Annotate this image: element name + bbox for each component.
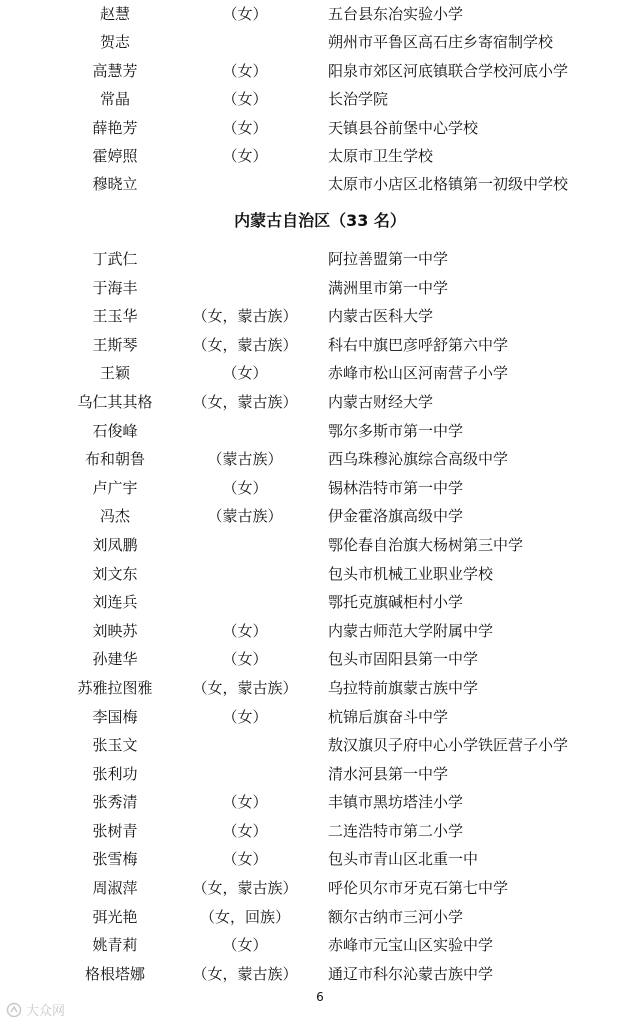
work-unit: 太原市小店区北格镇第一初级中学校 [328, 175, 569, 194]
person-note: （女） [222, 821, 268, 840]
work-unit: 包头市固阳县第一中学 [328, 650, 479, 669]
person-name: 赵慧 [99, 5, 130, 23]
list-item [0, 170, 640, 198]
person-note: （女，蒙古族） [192, 879, 298, 898]
work-unit: 赤峰市元宝山区实验中学 [328, 936, 494, 955]
work-unit: 杭锦后旗奋斗中学 [328, 707, 449, 726]
list-item [0, 359, 640, 388]
person-note: （女） [222, 850, 268, 869]
person-note: （女） [222, 118, 268, 137]
work-unit: 太原市卫生学校 [328, 146, 434, 165]
person-note: （女，蒙古族） [192, 307, 298, 326]
list-item [0, 788, 640, 817]
person-note: （女） [222, 61, 268, 80]
person-note: （女，蒙古族） [192, 335, 298, 354]
work-unit: 乌拉特前旗蒙古族中学 [328, 678, 479, 697]
list-item [0, 674, 640, 703]
person-name: 卢广宇 [92, 478, 138, 497]
person-name: 贺志 [99, 33, 130, 52]
person-note: （女，蒙古族） [192, 678, 298, 697]
list-item [0, 931, 640, 960]
page-number: 6 [316, 990, 324, 1004]
work-unit: 鄂托克旗碱柜村小学 [328, 593, 464, 612]
list-item [0, 474, 640, 503]
person-name: 于海丰 [92, 278, 138, 297]
person-note: （女） [222, 650, 268, 669]
work-unit: 阿拉善盟第一中学 [328, 250, 449, 268]
person-name: 周淑萍 [92, 879, 138, 898]
person-name: 霍婷照 [92, 146, 138, 165]
person-name: 王玉华 [92, 307, 138, 326]
list-item [0, 760, 640, 789]
list-item [0, 142, 640, 170]
list-item [0, 28, 640, 56]
person-name: 常晶 [99, 90, 130, 109]
work-unit: 鄂伦春自治旗大杨树第三中学 [328, 535, 524, 554]
person-note: （女，蒙古族） [192, 392, 298, 411]
work-unit: 长治学院 [328, 90, 389, 109]
work-unit: 清水河县第一中学 [328, 764, 449, 783]
list-item [0, 588, 640, 617]
list-item [0, 960, 640, 989]
person-name: 格根塔娜 [84, 964, 145, 983]
watermark [6, 1000, 65, 1019]
work-unit: 朔州市平鲁区高石庄乡寄宿制学校 [328, 33, 554, 52]
list-item [0, 703, 640, 732]
person-name: 姚青莉 [92, 936, 138, 955]
list-item [0, 245, 640, 274]
list-item [0, 845, 640, 874]
list-item [0, 645, 640, 674]
entry-list [0, 245, 640, 988]
list-item [0, 817, 640, 846]
person-name: 张树青 [92, 821, 138, 840]
list-item [0, 417, 640, 446]
person-note: （女） [222, 364, 268, 383]
work-unit: 科右中旗巴彦呼舒第六中学 [328, 335, 509, 354]
list-item [0, 502, 640, 531]
person-name: 王颖 [99, 364, 130, 383]
person-name: 刘凤鹏 [92, 535, 138, 554]
person-note: （女） [222, 146, 268, 165]
person-name: 刘映苏 [92, 621, 138, 640]
work-unit: 满洲里市第一中学 [328, 278, 449, 297]
list-item [0, 560, 640, 589]
person-name: 弭光艳 [92, 907, 138, 926]
section-title: 内蒙古自治区（33 名） [234, 211, 406, 230]
person-name: 冯杰 [99, 507, 130, 526]
person-note: （蒙古族） [207, 450, 283, 469]
work-unit: 内蒙古医科大学 [328, 307, 434, 326]
work-unit: 敖汉旗贝子府中心小学铁匠营子小学 [328, 736, 569, 755]
list-item [0, 0, 640, 28]
list-item [0, 903, 640, 932]
person-name: 丁武仁 [92, 250, 138, 268]
person-name: 张利功 [92, 764, 138, 783]
person-name: 苏雅拉图雅 [77, 678, 153, 697]
person-name: 张秀清 [92, 793, 138, 812]
list-item [0, 617, 640, 646]
work-unit: 额尔古纳市三河小学 [328, 907, 464, 926]
person-note: （女） [222, 5, 268, 23]
work-unit: 丰镇市黑坊塔洼小学 [328, 793, 464, 812]
work-unit: 鄂尔多斯市第一中学 [328, 421, 464, 440]
list-item [0, 274, 640, 303]
work-unit: 伊金霍洛旗高级中学 [328, 507, 464, 526]
work-unit: 阳泉市郊区河底镇联合学校河底小学 [328, 61, 569, 80]
person-note: （女） [222, 936, 268, 955]
work-unit: 包头市机械工业职业学校 [328, 564, 494, 583]
person-name: 薛艳芳 [92, 118, 138, 137]
person-name: 孙建华 [92, 650, 138, 669]
person-note: （女） [222, 90, 268, 109]
person-note: （女） [222, 707, 268, 726]
work-unit: 包头市青山区北重一中 [328, 850, 479, 869]
list-item [0, 388, 640, 417]
person-name: 石俊峰 [92, 421, 138, 440]
person-name: 张雪梅 [92, 850, 138, 869]
person-name: 穆晓立 [92, 175, 138, 194]
list-item [0, 57, 640, 85]
work-unit: 内蒙古财经大学 [328, 392, 434, 411]
work-unit: 赤峰市松山区河南营子小学 [328, 364, 509, 383]
work-unit: 锡林浩特市第一中学 [328, 478, 464, 497]
list-item [0, 531, 640, 560]
person-note: （女） [222, 621, 268, 640]
person-name: 李国梅 [92, 707, 138, 726]
person-name: 刘文东 [92, 564, 138, 583]
watermark-text: 大众网 [26, 1004, 66, 1019]
person-name: 高慧芳 [92, 61, 138, 80]
work-unit: 内蒙古师范大学附属中学 [328, 621, 494, 640]
work-unit: 通辽市科尔沁蒙古族中学 [328, 964, 494, 983]
list-item [0, 85, 640, 113]
list-item [0, 445, 640, 474]
person-name: 布和朝鲁 [84, 450, 145, 469]
news-logo-icon [6, 1002, 22, 1018]
person-note: （女，回族） [199, 907, 290, 926]
work-unit: 呼伦贝尔市牙克石第七中学 [328, 879, 509, 898]
person-name: 刘连兵 [92, 593, 138, 612]
top-entry-list [0, 0, 640, 199]
person-name: 张玉文 [92, 736, 138, 755]
list-item [0, 302, 640, 331]
work-unit: 二连浩特市第二小学 [328, 821, 464, 840]
work-unit: 五台县东冶实验小学 [328, 5, 464, 23]
person-note: （蒙古族） [207, 507, 283, 526]
list-item [0, 731, 640, 760]
list-item [0, 114, 640, 142]
person-name: 乌仁其其格 [77, 392, 153, 411]
person-note: （女，蒙古族） [192, 964, 298, 983]
list-item [0, 874, 640, 903]
person-note: （女） [222, 793, 268, 812]
person-name: 王斯琴 [92, 335, 138, 354]
list-item [0, 331, 640, 360]
work-unit: 西乌珠穆沁旗综合高级中学 [328, 450, 509, 469]
work-unit: 天镇县谷前堡中心学校 [328, 118, 479, 137]
person-note: （女） [222, 478, 268, 497]
